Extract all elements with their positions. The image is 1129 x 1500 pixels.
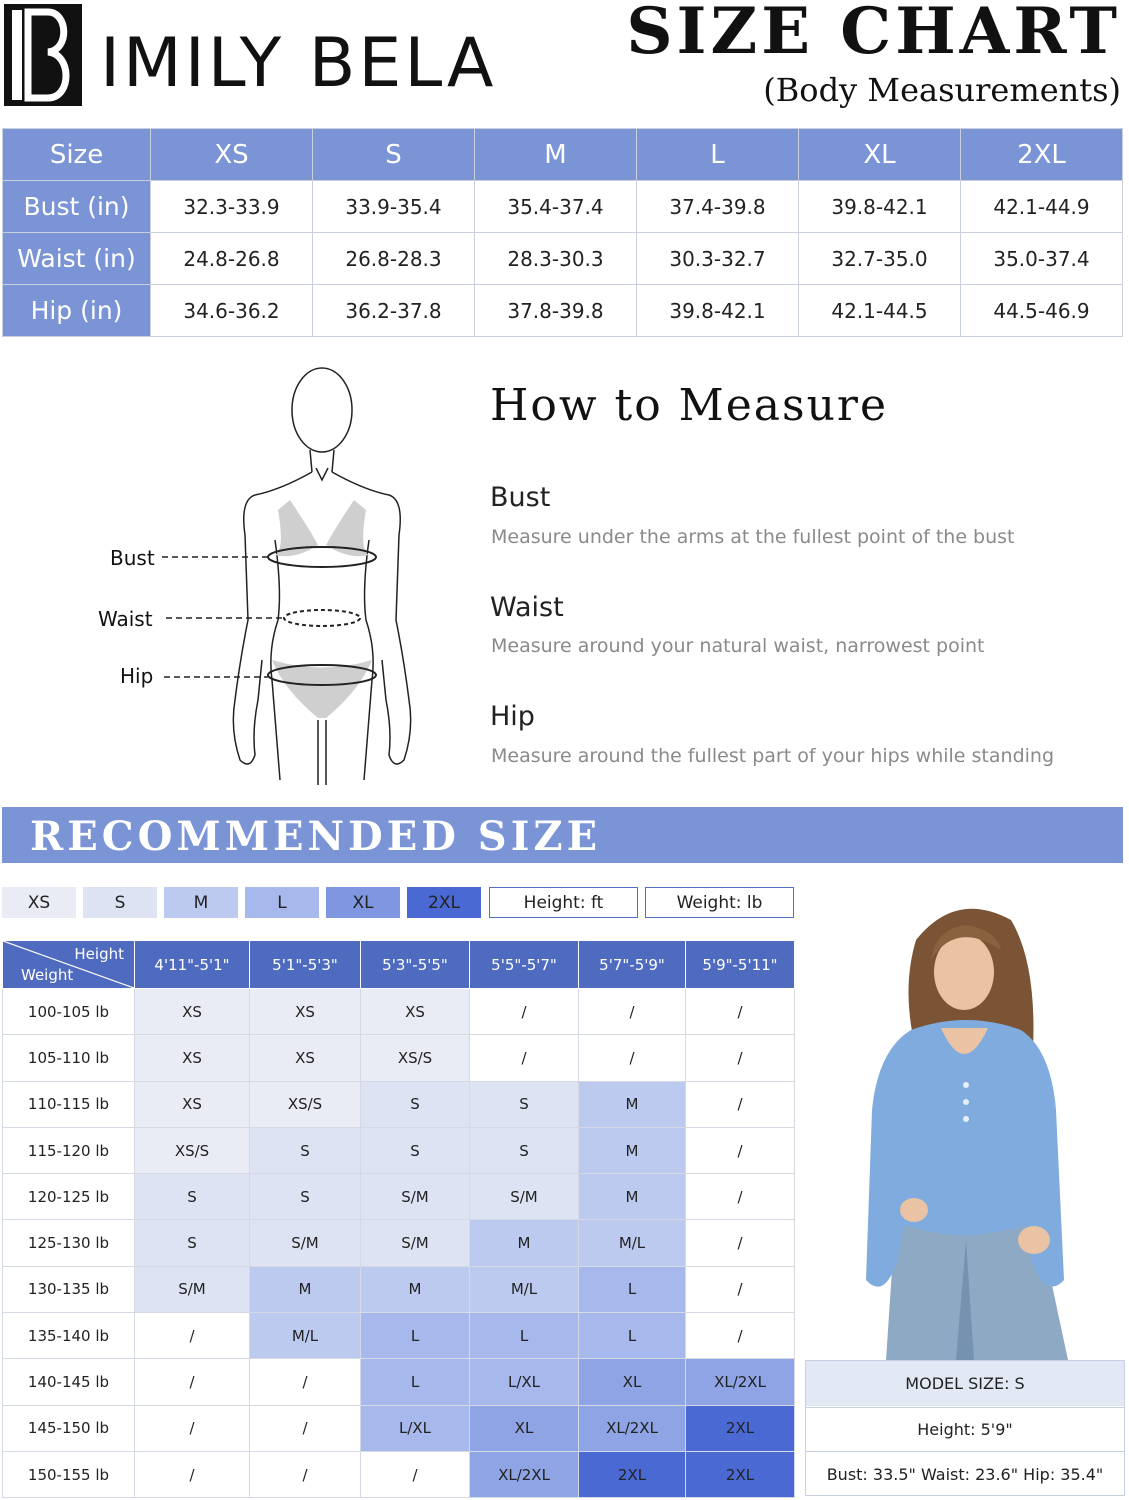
- weight-row: [3, 1451, 795, 1497]
- size-cell: /: [470, 1035, 579, 1081]
- size-cell: /: [250, 1405, 361, 1451]
- measurement-cell: 26.8-28.3: [313, 233, 475, 285]
- legend-m: M: [164, 887, 238, 918]
- size-cell: S: [250, 1174, 361, 1220]
- size-cell: /: [686, 1035, 795, 1081]
- recommended-size-title: RECOMMENDED SIZE: [30, 813, 602, 860]
- model-info-box: [805, 1360, 1125, 1496]
- body-outline-icon: [90, 360, 440, 790]
- weight-label: 125-130 lb: [3, 1220, 135, 1266]
- height-header: 4'11"-5'1": [135, 941, 250, 989]
- model-size: MODEL SIZE: S: [806, 1361, 1124, 1406]
- size-cell: /: [686, 1220, 795, 1266]
- measurement-cell: 34.6-36.2: [151, 285, 313, 337]
- size-cell: /: [361, 1451, 470, 1497]
- size-cell: M: [579, 1174, 686, 1220]
- model-measurements: Bust: 33.5" Waist: 23.6" Hip: 35.4": [806, 1451, 1124, 1496]
- corner-height-label: Height: [74, 945, 124, 963]
- measurement-cell: 35.0-37.4: [961, 233, 1123, 285]
- weight-label: 110-115 lb: [3, 1081, 135, 1127]
- waist-row: [3, 233, 1123, 285]
- measurement-cell: 32.3-33.9: [151, 181, 313, 233]
- size-cell: M/L: [579, 1220, 686, 1266]
- size-cell: S: [135, 1220, 250, 1266]
- weight-row: [3, 1081, 795, 1127]
- size-cell: /: [579, 1035, 686, 1081]
- recommended-size-banner: [2, 807, 1123, 863]
- size-chart-subtitle: (Body Measurements): [763, 71, 1121, 109]
- weight-row: [3, 989, 795, 1035]
- size-cell: XL/2XL: [686, 1359, 795, 1405]
- legend-height-unit: Height: ft: [489, 887, 638, 918]
- size-cell: M/L: [470, 1266, 579, 1312]
- size-cell: XS: [250, 1035, 361, 1081]
- size-cell: /: [579, 989, 686, 1035]
- measurement-cell: 33.9-35.4: [313, 181, 475, 233]
- size-header: 2XL: [961, 129, 1123, 181]
- size-cell: /: [686, 1174, 795, 1220]
- size-cell: XL: [470, 1405, 579, 1451]
- size-cell: /: [686, 1313, 795, 1359]
- size-cell: /: [686, 1266, 795, 1312]
- size-header: Size: [3, 129, 151, 181]
- weight-row: [3, 1313, 795, 1359]
- size-cell: XS/S: [361, 1035, 470, 1081]
- size-cell: L: [361, 1313, 470, 1359]
- weight-label: 150-155 lb: [3, 1451, 135, 1497]
- height-header: 5'3"-5'5": [361, 941, 470, 989]
- height-header: 5'9"-5'11": [686, 941, 795, 989]
- weight-label: 135-140 lb: [3, 1313, 135, 1359]
- measurement-cell: 42.1-44.9: [961, 181, 1123, 233]
- weight-label: 100-105 lb: [3, 989, 135, 1035]
- measurement-cell: 28.3-30.3: [475, 233, 637, 285]
- weight-label: 105-110 lb: [3, 1035, 135, 1081]
- size-cell: S: [470, 1081, 579, 1127]
- legend-xs: XS: [2, 887, 76, 918]
- row-label: Bust (in): [3, 181, 151, 233]
- hip-row: [3, 285, 1123, 337]
- size-chart-title: SIZE CHART: [626, 0, 1121, 69]
- figure-label-hip: Hip: [120, 664, 154, 688]
- size-cell: S: [361, 1127, 470, 1173]
- weight-row: [3, 1405, 795, 1451]
- size-cell: /: [470, 989, 579, 1035]
- measure-bust-desc: Measure under the arms at the fullest point of the bust: [491, 526, 1015, 548]
- recommended-size-body: [3, 989, 795, 1498]
- legend-l: L: [245, 887, 319, 918]
- size-header: M: [475, 129, 637, 181]
- weight-row: [3, 1035, 795, 1081]
- size-cell: XS: [135, 989, 250, 1035]
- size-cell: /: [135, 1405, 250, 1451]
- row-label: Hip (in): [3, 285, 151, 337]
- weight-label: 145-150 lb: [3, 1405, 135, 1451]
- model-height: Height: 5'9": [806, 1407, 1124, 1451]
- figure-label-waist: Waist: [98, 607, 153, 631]
- body-measure-figure: [90, 360, 440, 790]
- size-cell: XS: [250, 989, 361, 1035]
- measurement-cell: 30.3-32.7: [637, 233, 799, 285]
- size-cell: M: [579, 1081, 686, 1127]
- weight-label: 115-120 lb: [3, 1127, 135, 1173]
- size-cell: /: [135, 1313, 250, 1359]
- recommended-size-table: [2, 940, 795, 1498]
- size-cell: XS/S: [250, 1081, 361, 1127]
- size-cell: /: [135, 1359, 250, 1405]
- height-header: 5'1"-5'3": [250, 941, 361, 989]
- size-cell: L: [470, 1313, 579, 1359]
- size-cell: /: [250, 1359, 361, 1405]
- brand-name: IMILY BELA: [100, 24, 497, 103]
- size-header: XL: [799, 129, 961, 181]
- size-cell: S: [135, 1174, 250, 1220]
- measurement-cell: 44.5-46.9: [961, 285, 1123, 337]
- measure-waist-desc: Measure around your natural waist, narrowest point: [491, 635, 985, 657]
- size-cell: /: [686, 989, 795, 1035]
- measurement-cell: 42.1-44.5: [799, 285, 961, 337]
- size-cell: M: [579, 1127, 686, 1173]
- size-cell: 2XL: [579, 1451, 686, 1497]
- measure-hip-heading: Hip: [490, 701, 535, 732]
- size-cell: XS: [135, 1035, 250, 1081]
- brand-logo-icon: [4, 4, 82, 106]
- weight-row: [3, 1266, 795, 1312]
- size-chart-table: [2, 128, 1123, 337]
- weight-row: [3, 1174, 795, 1220]
- size-cell: XS: [135, 1081, 250, 1127]
- model-photo: [806, 880, 1126, 1360]
- size-cell: /: [135, 1451, 250, 1497]
- size-cell: L: [361, 1359, 470, 1405]
- weight-row: [3, 1220, 795, 1266]
- size-cell: XS/S: [135, 1127, 250, 1173]
- legend-s: S: [83, 887, 157, 918]
- size-cell: L/XL: [361, 1405, 470, 1451]
- size-cell: XL/2XL: [470, 1451, 579, 1497]
- size-cell: L: [579, 1266, 686, 1312]
- measurement-cell: 35.4-37.4: [475, 181, 637, 233]
- legend-xl: XL: [326, 887, 400, 918]
- size-cell: /: [686, 1127, 795, 1173]
- size-cell: M: [250, 1266, 361, 1312]
- measurement-cell: 24.8-26.8: [151, 233, 313, 285]
- size-cell: XL: [579, 1359, 686, 1405]
- size-cell: S/M: [470, 1174, 579, 1220]
- height-header: 5'5"-5'7": [470, 941, 579, 989]
- measure-bust-heading: Bust: [490, 482, 551, 513]
- weight-label: 120-125 lb: [3, 1174, 135, 1220]
- size-cell: L/XL: [470, 1359, 579, 1405]
- bust-row: [3, 181, 1123, 233]
- size-cell: M: [361, 1266, 470, 1312]
- legend-2xl: 2XL: [407, 887, 481, 918]
- weight-row: [3, 1127, 795, 1173]
- size-cell: L: [579, 1313, 686, 1359]
- size-cell: S: [361, 1081, 470, 1127]
- measurement-cell: 37.4-39.8: [637, 181, 799, 233]
- size-cell: M: [470, 1220, 579, 1266]
- legend-weight-unit: Weight: lb: [645, 887, 794, 918]
- measurement-cell: 32.7-35.0: [799, 233, 961, 285]
- size-cell: S/M: [135, 1266, 250, 1312]
- size-cell: XL/2XL: [579, 1405, 686, 1451]
- size-cell: XS: [361, 989, 470, 1035]
- height-header-row: [3, 941, 795, 989]
- figure-label-bust: Bust: [110, 546, 155, 570]
- row-label: Waist (in): [3, 233, 151, 285]
- size-cell: S/M: [361, 1174, 470, 1220]
- size-cell: S: [250, 1127, 361, 1173]
- measure-hip-desc: Measure around the fullest part of your hips while standing: [491, 745, 1055, 767]
- measurement-cell: 36.2-37.8: [313, 285, 475, 337]
- corner-weight-label: Weight: [21, 966, 74, 984]
- size-header: XS: [151, 129, 313, 181]
- measurement-cell: 39.8-42.1: [799, 181, 961, 233]
- size-cell: S/M: [250, 1220, 361, 1266]
- size-cell: S/M: [361, 1220, 470, 1266]
- weight-row: [3, 1359, 795, 1405]
- size-cell: 2XL: [686, 1405, 795, 1451]
- size-cell: S: [470, 1127, 579, 1173]
- size-header-row: [3, 129, 1123, 181]
- measurement-cell: 39.8-42.1: [637, 285, 799, 337]
- weight-label: 130-135 lb: [3, 1266, 135, 1312]
- height-header: 5'7"-5'9": [579, 941, 686, 989]
- measure-waist-heading: Waist: [490, 592, 564, 623]
- how-to-measure-title: How to Measure: [490, 380, 888, 431]
- size-cell: M/L: [250, 1313, 361, 1359]
- size-header: S: [313, 129, 475, 181]
- weight-label: 140-145 lb: [3, 1359, 135, 1405]
- size-cell: 2XL: [686, 1451, 795, 1497]
- size-header: L: [637, 129, 799, 181]
- size-cell: /: [686, 1081, 795, 1127]
- size-cell: /: [250, 1451, 361, 1497]
- corner-header: [3, 941, 135, 989]
- measurement-cell: 37.8-39.8: [475, 285, 637, 337]
